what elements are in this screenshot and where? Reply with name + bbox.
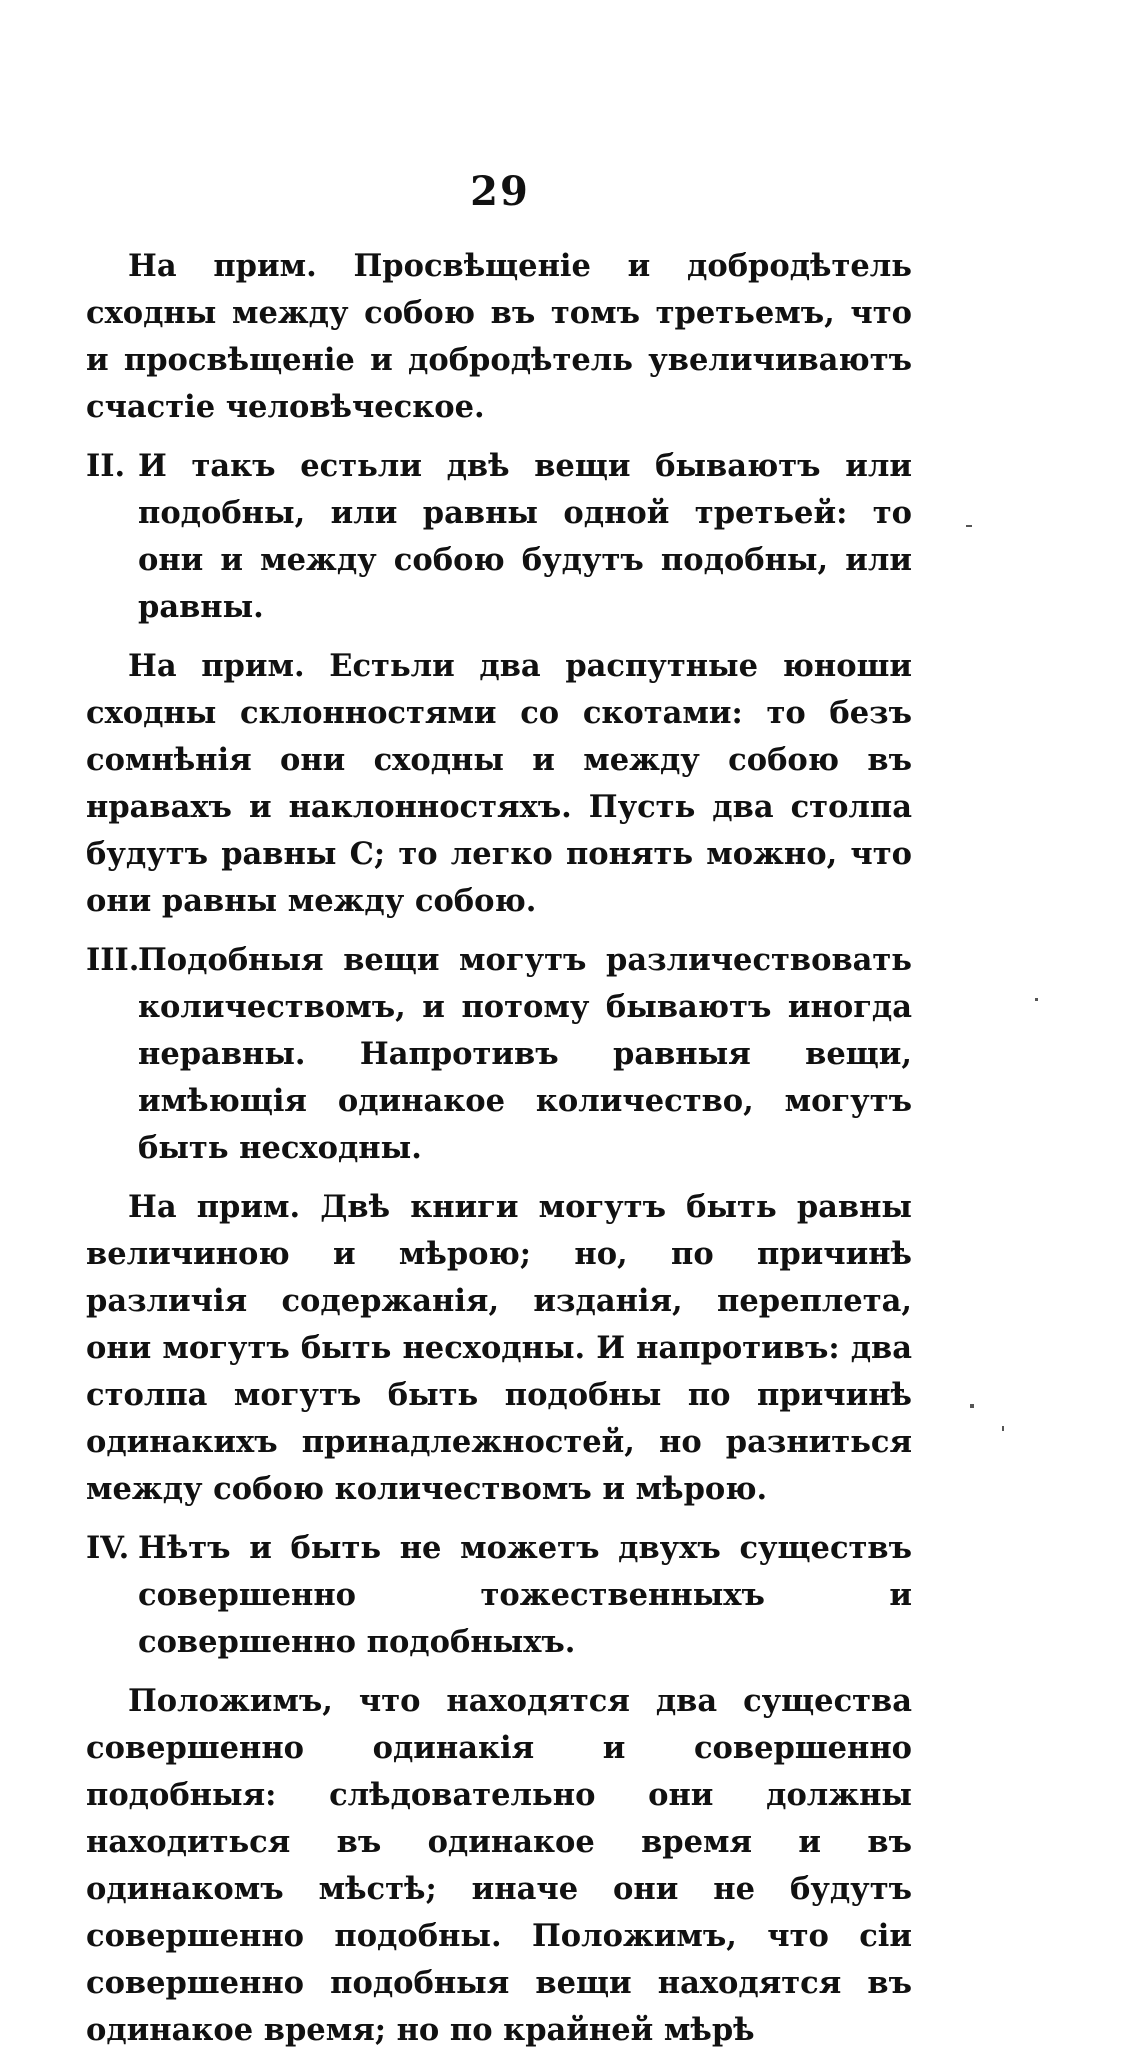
text-body [86, 243, 912, 2066]
example-paragraph: Положимъ, что находятся два существа совершенно одинакія и совершенно подобныя: слѣдовательно они должны находиться въ одинакое время и въ одинакомъ мѣстѣ; иначе они не будутъ совершенно подобны. Положимъ, что сіи совершенно подобныя вещи находятся въ одинакое время; но по крайней мѣрѣ [86, 1683, 912, 2048]
rule-number: III. [86, 942, 140, 978]
scan-speck [966, 525, 972, 527]
page-number: 29 [470, 168, 530, 215]
example-paragraph: На прим. Просвѣщеніе и добродѣтель сходны между собою въ томъ третьемъ, что и просвѣщеніе и добродѣтель увеличиваютъ счастіе человѣческое. [86, 248, 912, 425]
scan-speck [1035, 998, 1038, 1001]
rule-text: И такъ естьли двѣ вещи бываютъ или подобны, или равны одной третьей: то они и между собою будутъ подобны, или равны. [138, 448, 912, 625]
rule-number: II. [86, 448, 126, 484]
scan-speck [970, 1404, 974, 1408]
rule-paragraph [86, 1525, 912, 1666]
rule-paragraph [86, 937, 912, 1172]
scan-speck [1002, 1426, 1004, 1431]
rule-number: IV. [86, 1530, 130, 1566]
rule-text: Нѣтъ и быть не можетъ двухъ существъ совершенно тожественныхъ и совершенно подобныхъ. [138, 1530, 912, 1660]
rule-paragraph [86, 443, 912, 631]
example-paragraph: На прим. Естьли два распутные юноши сходны склонностями со скотами: то безъ сомнѣнія они сходны и между собою въ нравахъ и наклонностяхъ. Пусть два столпа будутъ равны С; то легко понять можно, что они равны между собою. [86, 648, 912, 919]
rule-text: Подобныя вещи могутъ различествовать количествомъ, и потому бываютъ иногда неравны. Напротивъ равныя вещи, имѣющія одинакое количество, могутъ быть несходны. [138, 942, 912, 1166]
example-paragraph: На прим. Двѣ книги могутъ быть равны величиною и мѣрою; но, по причинѣ различія содержанія, изданія, переплета, они могутъ быть несходны. И напротивъ: два столпа могутъ быть подобны по причинѣ одинакихъ принадлежностей, но разниться между собою количествомъ и мѣрою. [86, 1189, 912, 1507]
